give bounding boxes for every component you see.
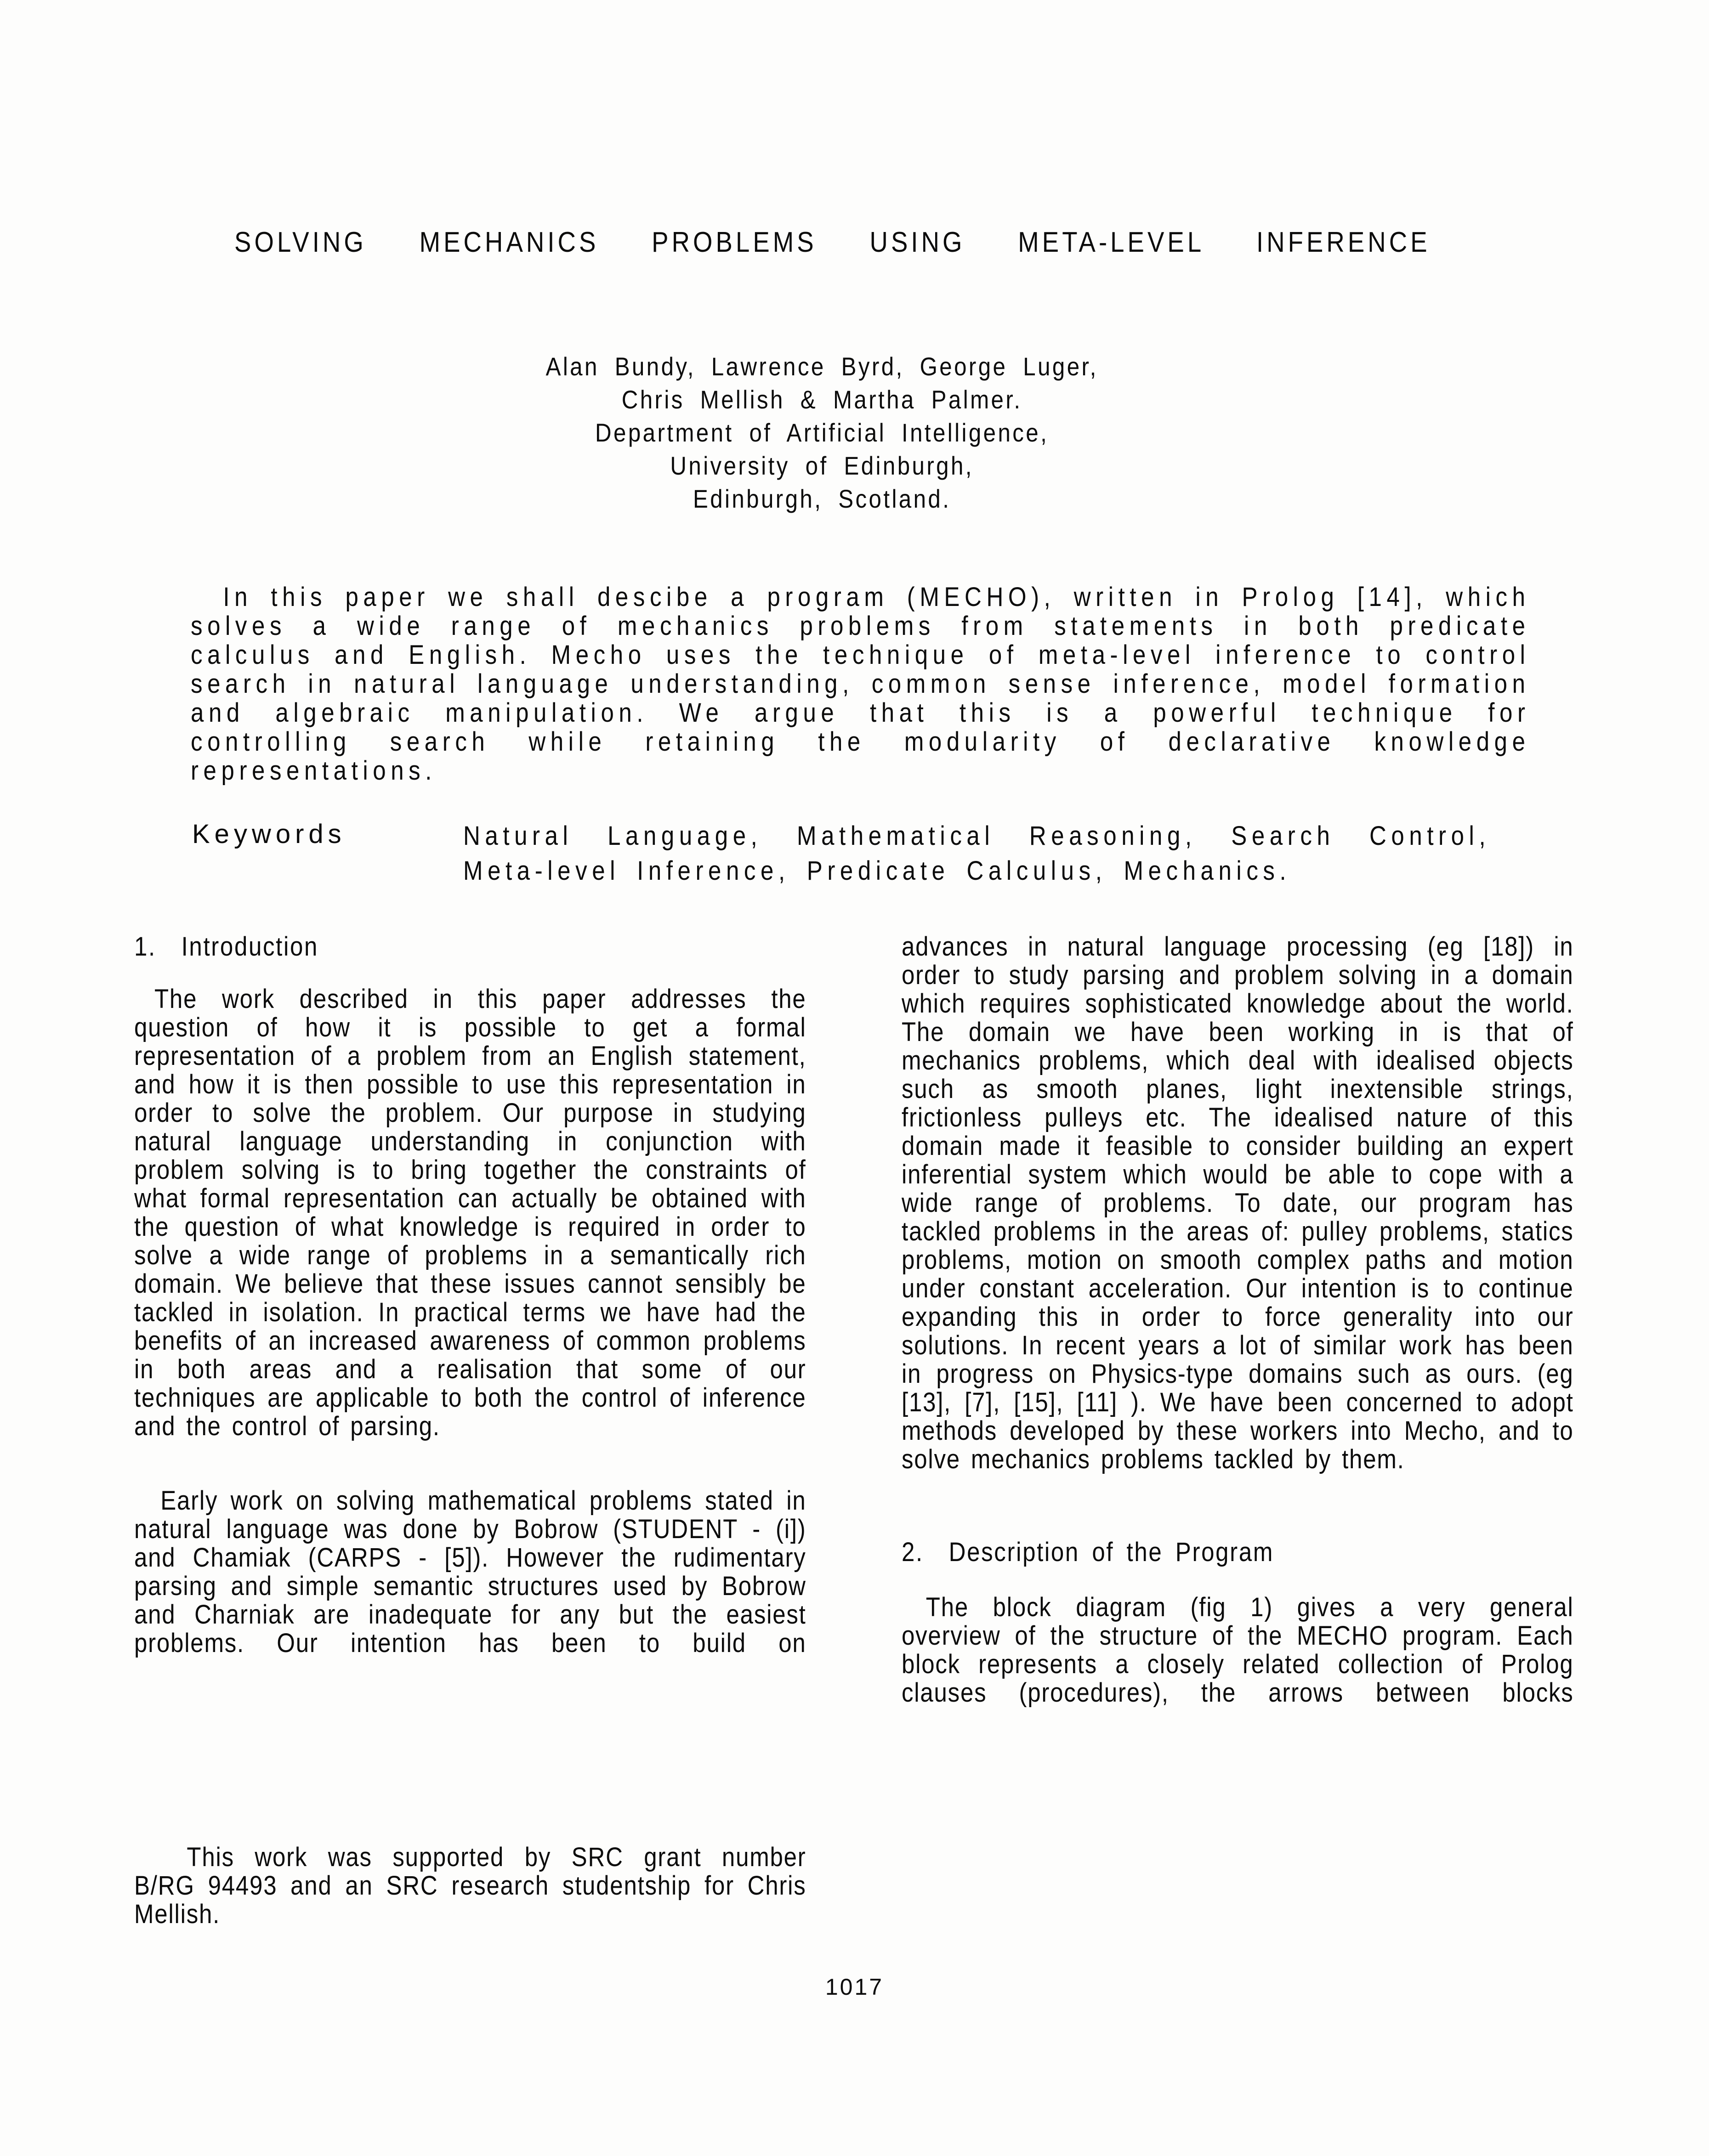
- page-number: 1017: [825, 1974, 884, 2000]
- section-1-heading: 1. Introduction: [134, 932, 319, 962]
- keywords-line: Natural Language, Mathematical Reasoning, Search Control,: [463, 821, 1491, 851]
- section-2-heading: 2. Description of the Program: [902, 1537, 1274, 1567]
- authors-lines: [546, 350, 1098, 515]
- affiliation-line: University of Edinburgh,: [670, 451, 974, 480]
- affiliation-line: Department of Artificial Intelligence,: [595, 418, 1049, 447]
- introduction-paragraph-1: The work described in this paper addresses the question of how it is possible to get a formal representation of a problem from an English statement, and how it is then possible to use this representation in order to solve the problem. Our purpose in studying natural language understanding in conjunction with problem solving is to bring together the constraints of what formal representation can actually be obtained with the question of what knowledge is required in order to solve a wide range of problems in a semantically rich domain. We believe that these issues cannot sensibly be tackled in isolation. In practical terms we have had the benefits of an increased awareness of common problems in both areas and a realisation that some of our techniques are applicable to both the control of inference and the control of parsing.: [134, 984, 806, 1441]
- program-description-paragraph: The block diagram (fig 1) gives a very general overview of the structure of the MECHO program. Each block represents a closely related collection of Prolog clauses (procedures), the arrows between blocks: [902, 1592, 1574, 1708]
- paper-title: SOLVING MECHANICS PROBLEMS USING META-LEVEL INFERENCE: [234, 226, 1431, 258]
- authors-block: [0, 350, 1709, 515]
- author-line: Chris Mellish & Martha Palmer.: [622, 385, 1022, 414]
- keywords-text: [463, 819, 1490, 888]
- continuation-paragraph: advances in natural language processing (eg [18]) in order to study parsing and problem solving in a domain which requires sophisticated knowledge about the world. The domain we have been working in is that of mechanics problems, which deal with idealised objects such as smooth planes, light inextensible strings, frictionless pulleys etc. The idealised nature of this domain made it feasible to consider building an expert inferential system which would be able to cope with a wide range of problems. To date, our program has tackled problems in the areas of: pulley problems, statics problems, motion on smooth complex paths and motion under constant acceleration. Our intention is to continue expanding this in order to force generality into our solutions. In recent years a lot of similar work has been in progress on Physics-type domains such as ours. (eg [13], [7], [15], [11] ). We have been concerned to adopt methods developed by these workers into Mecho, and to solve mechanics problems tackled by them.: [902, 932, 1574, 1474]
- left-column: [134, 933, 806, 1658]
- abstract-paragraph: In this paper we shall descibe a program (MECHO), written in Prolog [14], which solves a wide range of mechanics problems from statements in both predicate calculus and English. Mecho uses the technique of meta-level inference to control search in natural language understanding, common sense inference, model formation and algebraic manipulation. We argue that this is a powerful technique for controlling search while retaining the modularity of declarative knowledge representations.: [191, 582, 1530, 786]
- support-footnote: This work was supported by SRC grant number B/RG 94493 and an SRC research studentship for Chris Mellish.: [134, 1842, 806, 1929]
- author-line: Alan Bundy, Lawrence Byrd, George Luger,: [546, 352, 1099, 381]
- affiliation-line: Edinburgh, Scotland.: [693, 484, 951, 513]
- introduction-paragraph-2: Early work on solving mathematical problems stated in natural language was done by Bobrow (STUDENT - (i]) and Chamiak (CARPS - [5]). However the rudimentary parsing and simple semantic structures used by Bobrow and Charniak are inadequate for any but the easiest problems. Our intention has been to build on: [134, 1486, 806, 1658]
- keywords-line: Meta-level Inference, Predicate Calculus, Mechanics.: [463, 856, 1291, 886]
- right-column: [902, 933, 1574, 1707]
- title-row: [0, 226, 1709, 259]
- keywords-label: Keywords: [192, 819, 346, 849]
